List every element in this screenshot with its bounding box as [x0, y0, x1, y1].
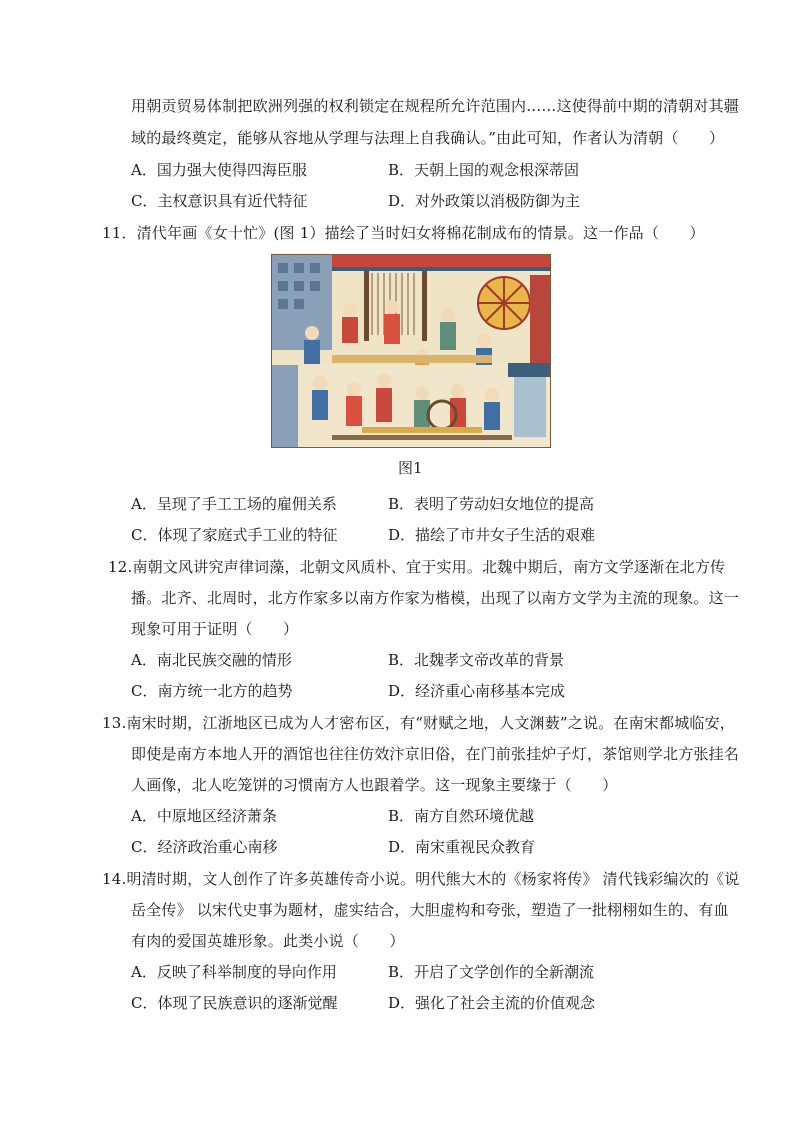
q11-stem: 11．清代年画《女十忙》(图 1）描绘了当时妇女将棉花制成布的情景。这一作品（ ）	[102, 224, 705, 242]
q14-line-3: 有肉的爱国英雄形象。此类小说（ ）	[131, 932, 405, 950]
q12-line-3: 现象可用于证明（ ）	[131, 620, 299, 638]
q10-option-a: A．国力强大使得四海臣服	[131, 161, 307, 179]
q12-line-1: 12.南朝文风讲究声律词藻，北朝文风质朴、宜于实用。北魏中期后，南方文学逐渐在北方传	[108, 558, 726, 576]
q13-option-d: D．南宋重视民众教育	[388, 838, 536, 856]
painting-illustration	[272, 255, 551, 448]
q10-line-2: 域的最终奠定，能够从容地从学理与法理上自我确认。”由此可知，作者认为清朝（ ）	[131, 129, 725, 147]
q13-option-c: C．经济政治重心南移	[131, 838, 278, 856]
q10-option-c: C．主权意识具有近代特征	[131, 192, 308, 210]
q12-option-a: A．南北民族交融的情形	[131, 651, 292, 669]
q11-option-c: C．体现了家庭式手工业的特征	[131, 526, 338, 544]
q14-option-b: B．开启了文学创作的全新潮流	[388, 963, 595, 981]
q10-line-1: 用朝贡贸易体制把欧洲列强的权利锁定在规程所允许范围内……这使得前中期的清朝对其疆	[131, 97, 740, 115]
figure-caption: 图1	[398, 459, 423, 477]
q13-option-b: B．南方自然环境优越	[388, 807, 535, 825]
q13-line-3: 人画像，北人吃笼饼的习惯南方人也跟着学。这一现象主要缘于（ ）	[131, 776, 618, 794]
q14-option-c: C．体现了民族意识的逐渐觉醒	[131, 994, 338, 1012]
q10-option-b: B．天朝上国的观念根深蒂固	[388, 161, 580, 179]
q11-option-b: B．表明了劳动妇女地位的提高	[388, 495, 595, 513]
q13-line-1: 13.南宋时期，江浙地区已成为人才密布区，有“财赋之地，人文渊薮”之说。在南宋都城临安，	[102, 714, 735, 732]
q13-line-2: 即使是南方本地人开的酒馆也往往仿效汴京旧俗，在门前张挂炉子灯，茶馆则学北方张挂名	[131, 745, 740, 763]
q14-option-d: D．强化了社会主流的价值观念	[388, 994, 596, 1012]
q11-option-a: A．呈现了手工工场的雇佣关系	[131, 495, 337, 513]
q12-option-d: D．经济重心南移基本完成	[388, 682, 566, 700]
q14-option-a: A．反映了科举制度的导向作用	[131, 963, 337, 981]
q14-line-1: 14.明清时期，文人创作了许多英雄传奇小说。明代熊大木的《杨家将传》 清代钱彩编次的《说	[102, 870, 740, 888]
q10-option-d: D．对外政策以消极防御为主	[388, 192, 581, 210]
q14-line-2: 岳全传》 以宋代史事为题材，虚实结合，大胆虚构和夸张，塑造了一批栩栩如生的、有血	[131, 901, 729, 919]
q12-option-b: B．北魏孝文帝改革的背景	[388, 651, 565, 669]
q13-option-a: A．中原地区经济萧条	[131, 807, 277, 825]
q12-option-c: C．南方统一北方的趋势	[131, 682, 293, 700]
q12-line-2: 播。北齐、北周时，北方作家多以南方作家为楷模，出现了以南方文学为主流的现象。这一	[131, 589, 740, 607]
woodblock-new-year-painting-figure	[271, 254, 551, 448]
q11-option-d: D．描绘了市井女子生活的艰难	[388, 526, 596, 544]
